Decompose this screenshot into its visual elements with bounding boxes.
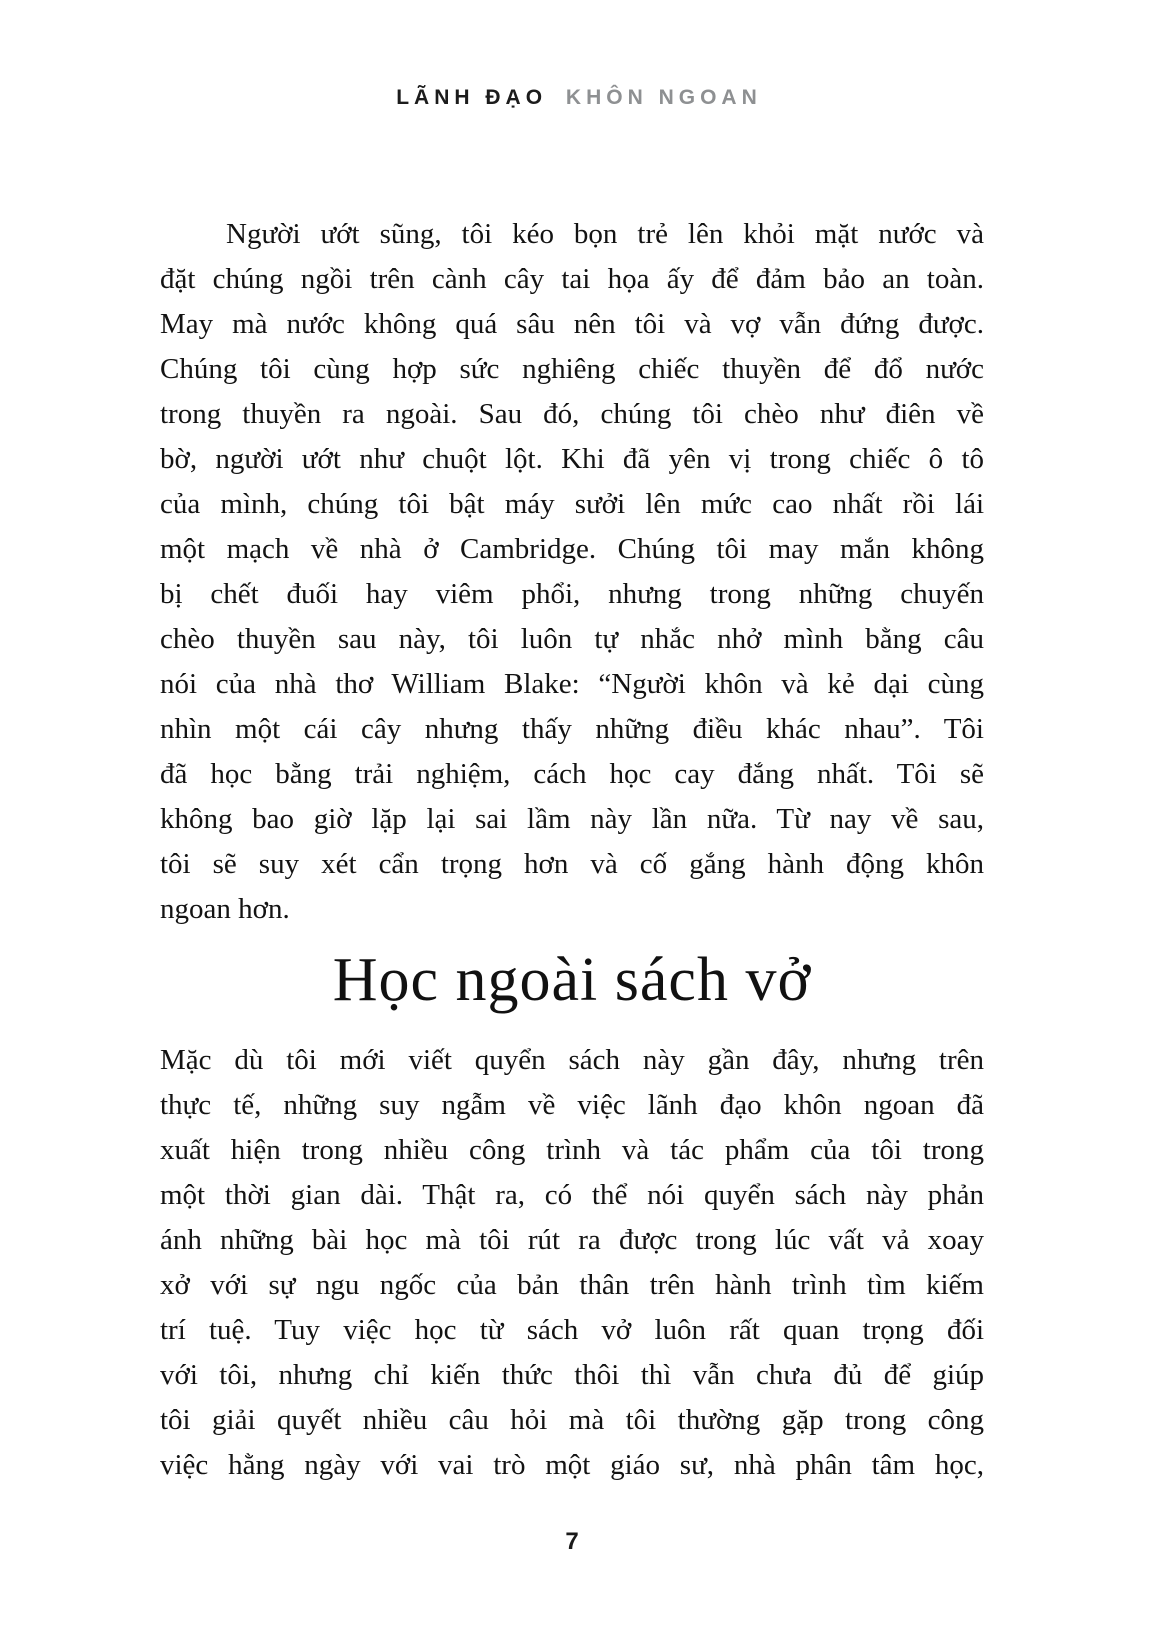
- text-line: một thời gian dài. Thật ra, có thể nói quyển sách này phản: [160, 1179, 984, 1211]
- paragraph-2: [160, 1038, 984, 1488]
- text-line: thực tế, những suy ngẫm về việc lãnh đạo khôn ngoan đã: [160, 1089, 984, 1121]
- text-line: chèo thuyền sau này, tôi luôn tự nhắc nhở mình bằng câu: [160, 623, 984, 655]
- section-heading: Học ngoài sách vở: [332, 946, 812, 1014]
- text-line: bờ, người ướt như chuột lột. Khi đã yên vị trong chiếc ô tô: [160, 443, 984, 475]
- text-line: đặt chúng ngồi trên cành cây tai họa ấy để đảm bảo an toàn.: [160, 263, 984, 295]
- text-line: bị chết đuối hay viêm phổi, nhưng trong những chuyến: [160, 578, 984, 610]
- text-line: ánh những bài học mà tôi rút ra được trong lúc vất vả xoay: [160, 1224, 984, 1256]
- text-line: May mà nước không quá sâu nên tôi và vợ vẫn đứng được.: [160, 308, 984, 340]
- text-line: với tôi, nhưng chỉ kiến thức thôi thì vẫn chưa đủ để giúp: [160, 1359, 984, 1391]
- text-line: một mạch về nhà ở Cambridge. Chúng tôi may mắn không: [160, 533, 984, 565]
- text-line: xuất hiện trong nhiều công trình và tác phẩm của tôi trong: [160, 1134, 984, 1166]
- text-line: trí tuệ. Tuy việc học từ sách vở luôn rất quan trọng đối: [160, 1314, 984, 1346]
- text-line: không bao giờ lặp lại sai lầm này lần nữa. Từ nay về sau,: [160, 803, 984, 835]
- running-header: [0, 86, 1158, 110]
- text-line: nhìn một cái cây nhưng thấy những điều khác nhau”. Tôi: [160, 713, 984, 745]
- header-title-dark: LÃNH ĐẠO: [396, 86, 548, 109]
- text-line: Chúng tôi cùng hợp sức nghiêng chiếc thuyền để đổ nước: [160, 353, 984, 385]
- text-line: ngoan hơn.: [160, 893, 290, 925]
- text-line: của mình, chúng tôi bật máy sưởi lên mức cao nhất rồi lái: [160, 488, 984, 520]
- text-line: nói của nhà thơ William Blake: “Người khôn và kẻ dại cùng: [160, 668, 984, 700]
- text-line: tôi giải quyết nhiều câu hỏi mà tôi thường gặp trong công: [160, 1404, 984, 1436]
- paragraph-1: [160, 212, 984, 932]
- text-line: trong thuyền ra ngoài. Sau đó, chúng tôi chèo như điên về: [160, 398, 984, 430]
- page-content: [160, 212, 984, 1488]
- text-line: đã học bằng trải nghiệm, cách học cay đắng nhất. Tôi sẽ: [160, 758, 984, 790]
- text-line: xở với sự ngu ngốc của bản thân trên hành trình tìm kiếm: [160, 1269, 984, 1301]
- text-line: việc hằng ngày với vai trò một giáo sư, nhà phân tâm học,: [160, 1449, 984, 1481]
- page-number: 7: [565, 1528, 579, 1555]
- text-line: Người ướt sũng, tôi kéo bọn trẻ lên khỏi mặt nước và: [226, 218, 984, 250]
- text-line: tôi sẽ suy xét cẩn trọng hơn và cố gắng hành động khôn: [160, 848, 984, 880]
- text-line: Mặc dù tôi mới viết quyển sách này gần đây, nhưng trên: [160, 1044, 984, 1076]
- header-title-light: KHÔN NGOAN: [565, 86, 762, 109]
